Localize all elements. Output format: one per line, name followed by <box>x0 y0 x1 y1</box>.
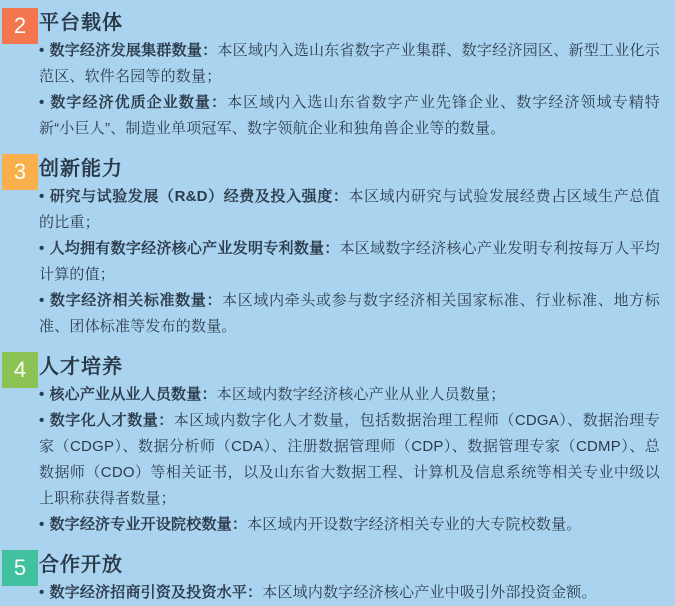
bullet-term: 数字经济发展集群数量： <box>49 42 218 59</box>
bullet-item <box>39 512 660 538</box>
criteria-section <box>0 8 675 142</box>
bullet-term: 数字经济招商引资及投资水平： <box>49 584 263 601</box>
bullet-dot-icon: • <box>39 412 45 429</box>
bullet-definition: 本区域内入选山东省数字产业先锋企业、数字经济领域专精特新“小巨人”、制造业单项冠军、数字领航企业和独角兽企业等的数量。 <box>39 94 661 137</box>
bullet-dot-icon: • <box>39 42 45 59</box>
bullet-item <box>39 90 660 142</box>
bullet-term: 数字经济优质企业数量： <box>49 94 228 111</box>
bullet-term: 数字化人才数量： <box>49 412 174 429</box>
bullet-definition: 本区域内数字化人才数量，包括数据治理工程师（CDGA）、数据治理专家（CDGP）、数据分析师（CDA）、注册数据管理师（CDP）、数据管理专家（CDMP）、总数据师（CDO）等相关证书，以及山东省大数据工程、计算机及信息系统等相关专业中级以上职称获得者数量； <box>39 412 660 507</box>
bullet-item <box>39 288 660 340</box>
bullet-item <box>39 184 660 236</box>
bullet-term: 人均拥有数字经济核心产业发明专利数量： <box>49 240 340 257</box>
bullet-term: 研究与试验发展（R&D）经费及投入强度： <box>49 188 349 205</box>
section-number: 2 <box>13 13 27 38</box>
bullet-item <box>39 382 660 408</box>
bullet-term: 核心产业从业人员数量： <box>49 386 217 403</box>
bullet-definition: 本区域内牵头或参与数字经济相关国家标准、行业标准、地方标准、团体标准等发布的数量。 <box>39 292 661 335</box>
section-bullets <box>39 580 660 606</box>
bullet-dot-icon: • <box>39 94 45 111</box>
section-number: 4 <box>13 357 27 382</box>
bullet-item <box>39 38 660 90</box>
bullet-dot-icon: • <box>39 516 45 533</box>
bullet-definition: 本区域内入选山东省数字产业集群、数字经济园区、新型工业化示范区、软件名园等的数量； <box>39 42 660 85</box>
section-number-badge <box>2 8 38 44</box>
bullet-item <box>39 408 660 512</box>
bullet-term: 数字经济相关标准数量： <box>49 292 223 309</box>
criteria-section <box>0 352 675 538</box>
section-number-badge <box>2 352 38 388</box>
bullet-item <box>39 236 660 288</box>
bullet-definition: 本区域内数字经济核心产业中吸引外部投资金额。 <box>262 584 597 601</box>
bullet-dot-icon: • <box>39 188 45 205</box>
section-title: 合作开放 <box>39 554 123 576</box>
bullet-dot-icon: • <box>39 240 45 257</box>
section-number-badge <box>2 550 38 586</box>
criteria-section <box>0 550 675 606</box>
section-title: 创新能力 <box>39 158 123 180</box>
bullet-definition: 本区域内研究与试验发展经费占区域生产总值的比重； <box>39 188 660 231</box>
bullet-item <box>39 580 660 606</box>
criteria-section <box>0 154 675 340</box>
bullet-dot-icon: • <box>39 292 45 309</box>
criteria-list <box>0 8 675 606</box>
section-bullets <box>39 38 660 142</box>
section-bullets <box>39 184 660 340</box>
bullet-definition: 本区域数字经济核心产业发明专利按每万人平均计算的值； <box>39 240 660 283</box>
bullet-term: 数字经济专业开设院校数量： <box>49 516 248 533</box>
section-title: 平台载体 <box>39 12 123 34</box>
section-number: 5 <box>13 555 27 580</box>
section-bullets <box>39 382 660 538</box>
bullet-dot-icon: • <box>39 584 45 601</box>
section-number-badge <box>2 154 38 190</box>
bullet-dot-icon: • <box>39 386 45 403</box>
section-title: 人才培养 <box>39 356 123 378</box>
bullet-definition: 本区域内开设数字经济相关专业的大专院校数量。 <box>247 516 582 533</box>
bullet-definition: 本区域内数字经济核心产业从业人员数量； <box>216 386 506 403</box>
section-number: 3 <box>13 159 27 184</box>
